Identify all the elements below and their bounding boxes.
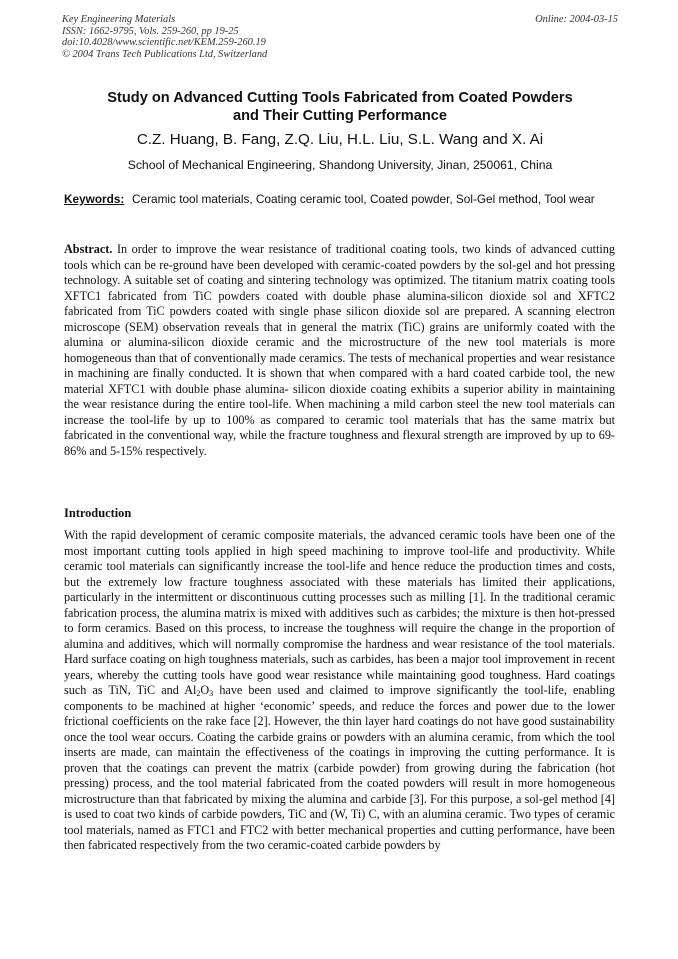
formula-oxygen: O (200, 683, 210, 697)
paper-affiliation: School of Mechanical Engineering, Shandong University, Jinan, 250061, China (127, 158, 553, 172)
subscript-2: 2 (196, 689, 201, 698)
introduction-text (64, 528, 615, 854)
abstract-label: Abstract. (64, 242, 113, 256)
paper-title-line-2: and Their Cutting Performance (232, 108, 448, 124)
intro-text-part-2: have been used and claimed to improve significantly the tool-life, enabling components to be machined at higher ‘economic’ speeds, and reduce the forces and power due to the lower frictional coefficients on the rake face [2]. However, the thin layer hard coatings do not have good sustainability once the tool wear occurs. Coating the carbide grains or powders with an alumina ceramic, from which the tool inserts are made, can maintain the effectiveness of the coatings in improving the cutting performance. It is proven that the coatings can prevent the matrix (carbide powder) from growing during the fabrication (hot pressing) process, and the tool material fabricated from the coated powders will result in more homogeneous microstructure than that fabricated by mixing the alumina and carbide [3]. For this purpose, a sol-gel method [4] is used to coat two kinds of carbide powders, TiC and (W, Ti) C, with an alumina ceramic. Two types of ceramic tool materials, named as FTC1 and FTC2 with better mechanical properties and cutting performance, have been then fabricated respectively from the two ceramic-coated carbide powders by (64, 683, 615, 852)
journal-copyright: © 2004 Trans Tech Publications Ltd, Switzerland (62, 48, 268, 60)
journal-doi[interactable]: doi:10.4028/www.scientific.net/KEM.259-260.19 (62, 37, 266, 49)
keywords-label: Keywords: (64, 192, 125, 206)
intro-text-part-1: With the rapid development of ceramic composite materials, the advanced ceramic tools have been one of the most important cutting tools applied in high speed machining to improve tool-life and productivity. While ceramic tool materials can significantly increase the tool-life and hence reduce the production times and costs, but the extremely low fracture toughness associated with these materials has limited their applications, particularly in the intermittent or discontinuous cutting processes such as milling [1]. In the traditional ceramic fabrication process, the alumina matrix is mixed with additives such as carbides; the mixture is then hot-pressed to form ceramics. Based on this process, to increase the toughness will require the change in the proportion of alumina and additives, which will normally compromise the hardness and wear resistance of the tool materials. Hard surface coating on high toughness materials, such as carbides, has been a major tool improvement in recent years, whereby the cutting tools have good wear resistance while maintaining good toughness. Hard coatings such as TiN, TiC and Al (64, 528, 615, 697)
online-date: Online: 2004-03-15 (535, 14, 618, 25)
journal-name: Key Engineering Materials (62, 14, 176, 25)
abstract-text: In order to improve the wear resistance of traditional coating tools, two kinds of advanced cutting tools which can be re-ground have been developed with ceramic-coated powders by the sol-gel and hot pressing technology. A suitable set of coating and sintering technology was optimized. The titanium matrix coating tools XFTC1 fabricated from TiC powders coated with double phase alumina-silicon dioxide sol and XFTC2 fabricated from TiC powders coated with single phase silicon dioxide sol are prepared. A scanning electron microscope (SEM) observation reveals that in general the matrix (TiC) grains are uniformly coated with the alumina or alumina-silicon dioxide ceramic and the microstructure of the new tool materials is more homogeneous than that of conventionally made ceramics. The tests of mechanical properties and wear resistance in machining are finally conducted. It is shown that when compared with a hard coated carbide tool, the new material XFTC1 with double phase alumina- silicon dioxide coating exhibits a superior ability in maintaining the wear resistance during the entire tool-life. When machining a mild carbon steel the new tool materials can increase the tool-life by up to 100% as compared to ceramic tool materials that has the same matrix but fabricated in the conventional way, while the fracture toughness and flexural strength are improved by up to 69-86% and 5-15% respectively. (64, 242, 615, 458)
paper-title-line-1: Study on Advanced Cutting Tools Fabricated from Coated Powders (107, 90, 573, 106)
subscript-3: 3 (209, 689, 214, 698)
journal-header (62, 14, 618, 60)
keywords-text: Ceramic tool materials, Coating ceramic tool, Coated powder, Sol-Gel method, Tool wear (132, 192, 595, 206)
abstract-block (64, 242, 615, 459)
section-heading-introduction: Introduction (64, 506, 132, 520)
paper-title (62, 89, 618, 125)
keywords-block (64, 192, 615, 208)
paper-authors: C.Z. Huang, B. Fang, Z.Q. Liu, H.L. Liu, S.L. Wang and X. Ai (136, 131, 544, 148)
journal-issn: ISSN: 1662-9795, Vols. 259-260, pp 19-25 (62, 25, 239, 37)
